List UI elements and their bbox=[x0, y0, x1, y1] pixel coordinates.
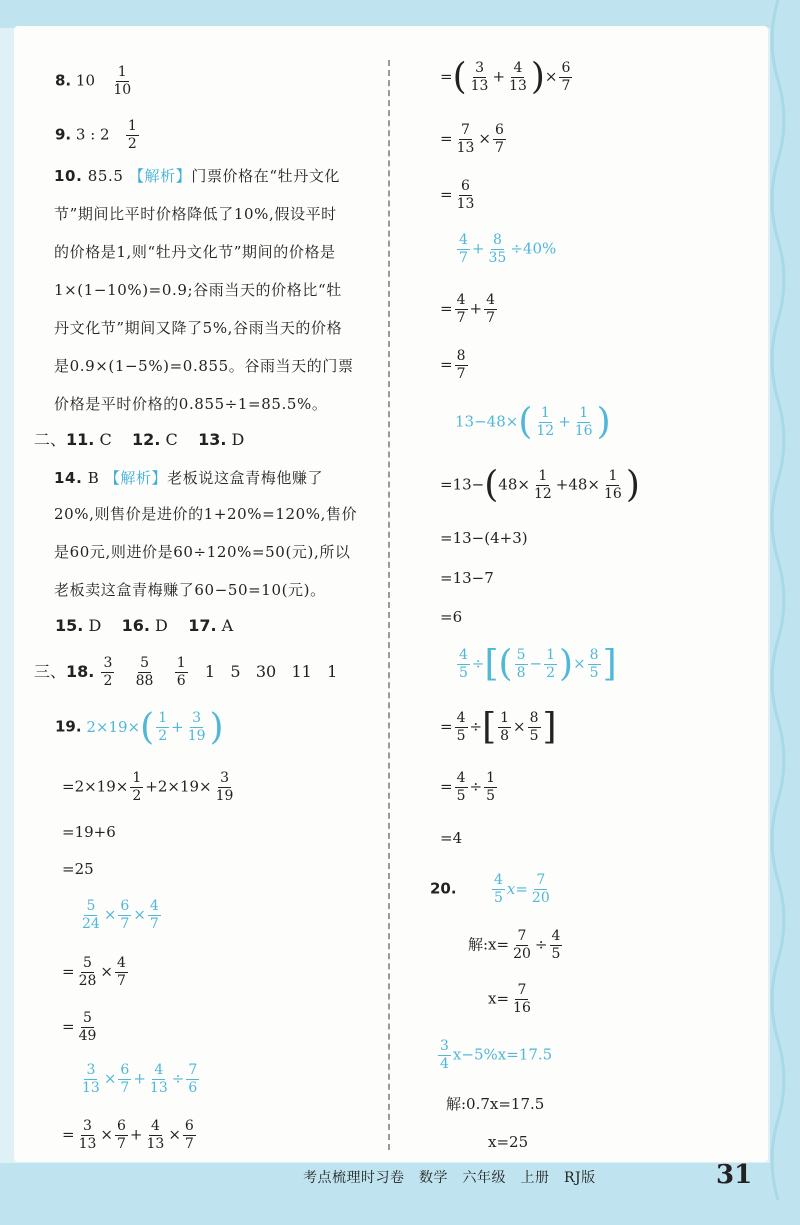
right-step-6: =13−(48× $\frac{1}{12}$ +48× $\frac{1}{16}$ ) bbox=[440, 464, 640, 506]
q8-fraction: $\frac{1}{10}$ bbox=[113, 64, 132, 98]
page-number: 31 bbox=[716, 1160, 753, 1190]
q9-fraction: $\frac{1}{2}$ bbox=[127, 118, 137, 152]
right-step-12: =4 bbox=[440, 829, 463, 847]
q19-step-1: =2×19× $\frac{1}{2}$ +2×19× $\frac{3}{19}$ bbox=[62, 770, 234, 804]
q20-step-3: 解:0.7x=17.5 bbox=[446, 1095, 545, 1113]
right-step-1: =( $\frac{3}{13}$ + $\frac{4}{13}$ )× $\frac{6}{7}$ bbox=[440, 56, 571, 98]
footer-book-title: 考点梳理时习卷 数学 六年级 上册 RJ版 bbox=[303, 1170, 596, 1186]
q20-step-1: 解:x= $\frac{7}{20}$ ÷ $\frac{4}{5}$ bbox=[468, 928, 561, 962]
column-divider bbox=[388, 60, 390, 1150]
q19-problem-3: $\frac{3}{13}$ × $\frac{6}{7}$ + $\frac{4}{13}$ ÷ $\frac{7}{6}$ bbox=[82, 1062, 198, 1096]
q20-problem-2: $\frac{3}{4}$ x−5%x=17.5 bbox=[440, 1038, 553, 1072]
right-problem-5: 13−48×( $\frac{1}{12}$ + $\frac{1}{16}$ ) bbox=[455, 401, 611, 443]
q19-step-2: =19+6 bbox=[62, 823, 116, 841]
q14-line-2: 20%,则售价是进价的1+20%=120%,售价 bbox=[54, 505, 358, 523]
right-step-4: = $\frac{4}{7}$ + $\frac{4}{7}$ bbox=[440, 292, 495, 326]
q10-line-3: 的价格是1,则“牡丹文化节”期间的价格是 bbox=[54, 243, 336, 261]
q19-step-5: = $\frac{5}{49}$ bbox=[62, 1010, 97, 1044]
right-problem-4: $\frac{4}{7}$ + $\frac{8}{35}$ ÷40% bbox=[459, 232, 557, 266]
q18-answers: 三、18. $\frac{3}{2}$ $\frac{5}{88}$ $\frac{1}{6}$ 1 5 30 11 1 bbox=[34, 655, 338, 689]
right-step-2: = $\frac{7}{13}$ × $\frac{6}{7}$ bbox=[440, 122, 504, 156]
q8-answer: 8. 10 $\frac{1}{10}$ bbox=[55, 64, 132, 98]
q10-line-5: 丹文化节”期间又降了5%,谷雨当天的价格 bbox=[54, 319, 343, 337]
q14-analysis-tag: 【解析】 bbox=[104, 469, 168, 487]
q19-step-4: = $\frac{5}{28}$ × $\frac{4}{7}$ bbox=[62, 955, 126, 989]
q20-step-4: x=25 bbox=[488, 1133, 529, 1151]
q10-line-4: 1×(1−10%)=0.9;谷雨当天的价格比“牡 bbox=[54, 281, 342, 299]
section-2-answers: 二、11. C 12. C 13. D bbox=[34, 430, 245, 449]
q19-problem-2: $\frac{5}{24}$ × $\frac{6}{7}$ × $\frac{4}{7}$ bbox=[82, 898, 159, 932]
q10-line-2: 节”期间比平时价格降低了10%,假设平时 bbox=[54, 205, 337, 223]
right-step-7: =13−(4+3) bbox=[440, 529, 528, 547]
q15-17-answers: 15. D 16. D 17. A bbox=[55, 616, 234, 635]
q9-answer: 9. 3 : 2 $\frac{1}{2}$ bbox=[55, 118, 137, 152]
q10-line-1: 10. 85.5 【解析】门票价格在“牡丹文化 bbox=[54, 167, 341, 185]
right-step-9: =6 bbox=[440, 608, 463, 626]
right-step-5: = $\frac{8}{7}$ bbox=[440, 348, 466, 382]
wave-border-decoration bbox=[764, 0, 792, 1225]
right-step-11: = $\frac{4}{5}$ ÷ $\frac{1}{5}$ bbox=[440, 770, 495, 804]
q10-line-7: 价格是平时价格的0.855÷1=85.5%。 bbox=[54, 395, 328, 413]
q19-problem-1: 19. 2×19×( $\frac{1}{2}$ + $\frac{3}{19}$ ) bbox=[55, 706, 224, 748]
right-step-8: =13−7 bbox=[440, 569, 494, 587]
q10-analysis-tag: 【解析】 bbox=[128, 167, 192, 185]
q14-line-3: 是60元,则进价是60÷120%=50(元),所以 bbox=[54, 543, 351, 561]
q19-step-6: = $\frac{3}{13}$ × $\frac{6}{7}$ + $\frac{4}{13}$ × $\frac{6}{7}$ bbox=[62, 1118, 194, 1152]
q20-step-2: x= $\frac{7}{16}$ bbox=[488, 982, 531, 1016]
q10-line-6: 是0.9×(1−5%)=0.855。谷雨当天的门票 bbox=[54, 357, 354, 375]
right-step-3: = $\frac{6}{13}$ bbox=[440, 178, 475, 212]
right-step-10: = $\frac{4}{5}$ ÷[ $\frac{1}{8}$ × $\frac{8}{5}$ ] bbox=[440, 706, 557, 748]
q19-step-3: =25 bbox=[62, 860, 94, 878]
q14-line-4: 老板卖这盒青梅赚了60−50=10(元)。 bbox=[54, 581, 326, 599]
q20-problem: 20. $\frac{4}{5}$ x= $\frac{7}{20}$ bbox=[430, 872, 550, 906]
right-problem-6: $\frac{4}{5}$ ÷[( $\frac{5}{8}$ − $\frac{1}{2}$ )× $\frac{8}{5}$ ] bbox=[459, 643, 617, 685]
q14-line-1: 14. B 【解析】老板说这盒青梅他赚了 bbox=[54, 469, 324, 487]
frame-top bbox=[0, 0, 800, 28]
